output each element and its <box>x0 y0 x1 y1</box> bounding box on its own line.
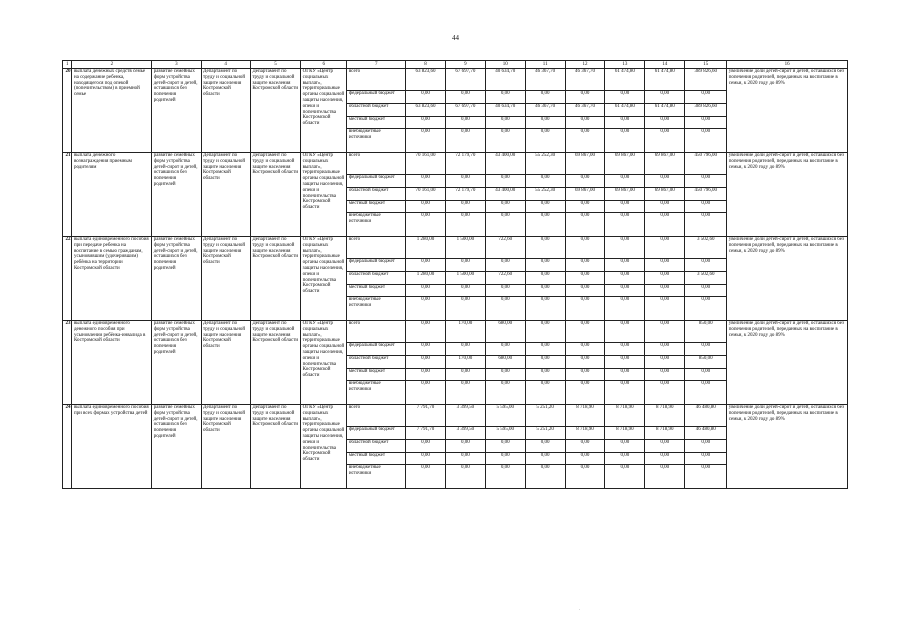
year-amount: 0,00 <box>565 356 605 369</box>
year-amount: 0,00 <box>605 259 645 272</box>
year-amount: 170,00 <box>445 356 485 369</box>
measure-goal: развитие семейных форм устройства детей-сирот и детей, оставшихся без попечения родителей <box>152 321 201 405</box>
budget-recipient: ОГКУ «Центр социальных выплат», территориальные органы социальной защиты населения, опеки и попечительства Костромской области <box>301 69 347 153</box>
year-amount: 3 399,50 <box>445 405 485 427</box>
year-amount: 0,00 <box>645 369 685 381</box>
year-amount: 67 697,70 <box>445 104 485 117</box>
year-amount: 0,00 <box>645 321 685 343</box>
responsible-executor: Департамент по труду и социальной защите населения Костромской области <box>201 405 250 489</box>
year-amount: 0,00 <box>485 259 525 272</box>
year-amount: 72 179,70 <box>445 153 485 175</box>
column-number-5: 5 <box>250 61 300 69</box>
year-amount: 0,00 <box>445 343 485 356</box>
funding-source: местный бюджет <box>347 453 406 465</box>
year-amount: 0,00 <box>525 297 565 321</box>
year-amount: 0,00 <box>445 465 485 489</box>
year-amount: 40 634,70 <box>485 69 525 91</box>
year-amount: 0,00 <box>406 213 446 237</box>
year-amount: 0,00 <box>485 213 525 237</box>
year-amount: 0,00 <box>406 201 446 213</box>
total-amount: 3 502,60 <box>685 237 727 259</box>
year-amount: 69 867,00 <box>605 153 645 175</box>
funding-source: внебюджетные источники <box>347 129 406 153</box>
column-number-13: 13 <box>605 61 645 69</box>
column-number-2: 2 <box>72 61 152 69</box>
column-number-8: 8 <box>406 61 446 69</box>
year-amount: 0,00 <box>645 213 685 237</box>
year-amount: 0,00 <box>485 129 525 153</box>
co-executor: Департамент по труду и социальной защите населения Костромской области <box>250 153 300 237</box>
year-amount: 72 179,70 <box>445 188 485 201</box>
funding-source: местный бюджет <box>347 201 406 213</box>
year-amount: 0,00 <box>406 117 446 129</box>
total-amount: 0,00 <box>685 369 727 381</box>
year-amount: 43 400,00 <box>485 153 525 175</box>
responsible-executor: Департамент по труду и социальной защите населения Костромской области <box>201 321 250 405</box>
year-amount: 69 867,00 <box>645 188 685 201</box>
year-amount: 0,00 <box>605 117 645 129</box>
year-amount: 8 718,90 <box>565 405 605 427</box>
expected-result: увеличение доли детей-сирот и детей, оставшихся без попечения родителей, переданных на воспитание в семьи, к 2020 году до 89% <box>727 405 848 489</box>
total-amount: 0,00 <box>685 175 727 188</box>
year-amount: 67 697,70 <box>445 69 485 91</box>
measure-goal: развитие семейных форм устройства детей-сирот и детей, оставшихся без попечения родителей <box>152 405 201 489</box>
year-amount: 0,00 <box>445 213 485 237</box>
year-amount: 0,00 <box>565 117 605 129</box>
page-number: 44 <box>452 34 459 42</box>
total-amount: 0,00 <box>685 91 727 104</box>
year-amount: 0,00 <box>485 91 525 104</box>
row-number: 24 <box>63 405 72 489</box>
year-amount: 0,00 <box>445 175 485 188</box>
funding-source: областной бюджет <box>347 440 406 453</box>
year-amount: 0,00 <box>645 381 685 405</box>
co-executor: Департамент по труду и социальной защите населения Костромской области <box>250 237 300 321</box>
year-amount: 0,00 <box>605 381 645 405</box>
year-amount: 0,00 <box>565 453 605 465</box>
year-amount: 0,00 <box>645 91 685 104</box>
year-amount: 0,00 <box>565 175 605 188</box>
year-amount: 0,00 <box>565 369 605 381</box>
co-executor: Департамент по труду и социальной защите населения Костромской области <box>250 69 300 153</box>
co-executor: Департамент по труду и социальной защите населения Костромской области <box>250 405 300 489</box>
year-amount: 0,00 <box>445 259 485 272</box>
co-executor: Департамент по труду и социальной защите населения Костромской области <box>250 321 300 405</box>
year-amount: 3 399,50 <box>445 427 485 440</box>
year-amount: 0,00 <box>645 259 685 272</box>
table-row <box>63 321 848 343</box>
year-amount: 0,00 <box>525 259 565 272</box>
year-amount: 0,00 <box>445 285 485 297</box>
year-amount: 0,00 <box>605 272 645 285</box>
responsible-executor: Департамент по труду и социальной защите населения Костромской области <box>201 237 250 321</box>
year-amount: 0,00 <box>445 129 485 153</box>
total-amount: 0,00 <box>685 213 727 237</box>
year-amount: 0,00 <box>565 201 605 213</box>
year-amount: 0,00 <box>525 343 565 356</box>
year-amount: 0,00 <box>445 453 485 465</box>
year-amount: 0,00 <box>485 175 525 188</box>
year-amount: 0,00 <box>485 369 525 381</box>
responsible-executor: Департамент по труду и социальной защите населения Костромской области <box>201 69 250 153</box>
year-amount: 0,00 <box>525 381 565 405</box>
measure-name: выплата единовременного денежного пособия при усыновлении ребёнка-инвалида в Костромской области <box>72 321 152 405</box>
year-amount: 46 367,70 <box>565 104 605 117</box>
year-amount: 0,00 <box>485 117 525 129</box>
year-amount: 0,00 <box>565 343 605 356</box>
year-amount: 0,00 <box>445 297 485 321</box>
year-amount: 0,00 <box>645 343 685 356</box>
year-amount: 1 500,00 <box>445 237 485 259</box>
measure-name: выплата единовременного пособия при всех формах устройства детей <box>72 405 152 489</box>
total-amount: 0,00 <box>685 453 727 465</box>
year-amount: 0,00 <box>406 91 446 104</box>
total-amount: 0,00 <box>685 297 727 321</box>
budget-recipient: ОГКУ «Центр социальных выплат», территориальные органы социальной защиты населения, опеки и попечительства Костромской области <box>301 405 347 489</box>
year-amount: 0,00 <box>645 453 685 465</box>
total-amount: 0,00 <box>685 465 727 489</box>
year-amount: 0,00 <box>406 465 446 489</box>
year-amount: 0,00 <box>605 440 645 453</box>
year-amount: 0,00 <box>565 381 605 405</box>
year-amount: 0,00 <box>645 356 685 369</box>
total-amount: 450 796,00 <box>685 188 727 201</box>
total-amount: 0,00 <box>685 285 727 297</box>
expected-result: увеличение доли детей-сирот и детей, оставшихся без попечения родителей, переданных на воспитание в семьи, к 2020 году до 89% <box>727 321 848 405</box>
total-amount: 3 502,60 <box>685 272 727 285</box>
total-amount: 0,00 <box>685 440 727 453</box>
funding-source: всего <box>347 405 406 427</box>
year-amount: 55 252,30 <box>525 188 565 201</box>
table-row <box>63 405 848 427</box>
year-amount: 0,00 <box>445 440 485 453</box>
year-amount: 1 280,00 <box>406 237 446 259</box>
year-amount: 0,00 <box>605 453 645 465</box>
year-amount: 0,00 <box>525 129 565 153</box>
table-row <box>63 153 848 175</box>
year-amount: 0,00 <box>485 285 525 297</box>
responsible-executor: Департамент по труду и социальной защите населения Костромской области <box>201 153 250 237</box>
year-amount: 0,00 <box>445 91 485 104</box>
year-amount: 0,00 <box>565 297 605 321</box>
year-amount: 0,00 <box>645 285 685 297</box>
year-amount: 5 595,00 <box>485 427 525 440</box>
year-amount: 0,00 <box>525 285 565 297</box>
year-amount: 0,00 <box>525 453 565 465</box>
funding-source: местный бюджет <box>347 117 406 129</box>
scan-mark: · <box>579 607 581 612</box>
funding-source: федеральный бюджет <box>347 259 406 272</box>
year-amount: 0,00 <box>445 117 485 129</box>
year-amount: 0,00 <box>525 237 565 259</box>
funding-source: всего <box>347 153 406 175</box>
year-amount: 0,00 <box>605 237 645 259</box>
year-amount: 0,00 <box>565 440 605 453</box>
total-amount: 0,00 <box>685 381 727 405</box>
year-amount: 69 867,00 <box>565 153 605 175</box>
year-amount: 8 718,90 <box>605 405 645 427</box>
year-amount: 0,00 <box>565 321 605 343</box>
total-amount: 389 826,60 <box>685 104 727 117</box>
year-amount: 0,00 <box>645 129 685 153</box>
year-amount: 69 867,00 <box>565 188 605 201</box>
year-amount: 0,00 <box>445 201 485 213</box>
column-number-4: 4 <box>201 61 250 69</box>
year-amount: 0,00 <box>605 91 645 104</box>
measure-goal: развитие семейных форм устройства детей-сирот и детей, оставшихся без попечения родителей <box>152 153 201 237</box>
year-amount: 61 474,80 <box>645 69 685 91</box>
column-number-row <box>63 61 848 69</box>
year-amount: 0,00 <box>645 465 685 489</box>
funding-source: местный бюджет <box>347 285 406 297</box>
year-amount: 0,00 <box>406 369 446 381</box>
year-amount: 8 718,90 <box>645 427 685 440</box>
budget-recipient: ОГКУ «Центр социальных выплат», территориальные органы социальной защиты населения, опеки и попечительства Костромской области <box>301 321 347 405</box>
funding-source: федеральный бюджет <box>347 427 406 440</box>
year-amount: 0,00 <box>445 381 485 405</box>
funding-source: федеральный бюджет <box>347 343 406 356</box>
year-amount: 0,00 <box>406 297 446 321</box>
year-amount: 0,00 <box>406 440 446 453</box>
year-amount: 0,00 <box>406 356 446 369</box>
row-number: 23 <box>63 321 72 405</box>
year-amount: 55 252,30 <box>525 153 565 175</box>
year-amount: 0,00 <box>645 201 685 213</box>
year-amount: 0,00 <box>645 440 685 453</box>
row-number: 22 <box>63 237 72 321</box>
funding-source: внебюджетные источники <box>347 213 406 237</box>
row-number: 20 <box>63 69 72 153</box>
funding-source: всего <box>347 237 406 259</box>
year-amount: 69 867,00 <box>645 153 685 175</box>
year-amount: 0,00 <box>565 213 605 237</box>
year-amount: 61 474,80 <box>645 104 685 117</box>
total-amount: 0,00 <box>685 259 727 272</box>
year-amount: 0,00 <box>525 440 565 453</box>
year-amount: 0,00 <box>605 129 645 153</box>
table-row <box>63 237 848 259</box>
funding-source: областной бюджет <box>347 356 406 369</box>
year-amount: 63 823,60 <box>406 69 446 91</box>
year-amount: 0,00 <box>565 237 605 259</box>
year-amount: 0,00 <box>525 91 565 104</box>
total-amount: 850,00 <box>685 356 727 369</box>
year-amount: 43 400,00 <box>485 188 525 201</box>
year-amount: 8 718,90 <box>645 405 685 427</box>
funding-source: всего <box>347 69 406 91</box>
year-amount: 0,00 <box>525 369 565 381</box>
year-amount: 0,00 <box>485 440 525 453</box>
year-amount: 61 474,80 <box>605 104 645 117</box>
year-amount: 61 474,80 <box>605 69 645 91</box>
year-amount: 0,00 <box>565 272 605 285</box>
year-amount: 8 718,90 <box>605 427 645 440</box>
year-amount: 0,00 <box>406 343 446 356</box>
year-amount: 0,00 <box>605 213 645 237</box>
year-amount: 0,00 <box>406 285 446 297</box>
year-amount: 0,00 <box>525 117 565 129</box>
column-number-6: 6 <box>301 61 347 69</box>
total-amount: 0,00 <box>685 129 727 153</box>
budget-recipient: ОГКУ «Центр социальных выплат», территориальные органы социальной защиты населения, опеки и попечительства Костромской области <box>301 237 347 321</box>
column-number-16: 16 <box>727 61 848 69</box>
total-amount: 389 826,60 <box>685 69 727 91</box>
year-amount: 0,00 <box>485 453 525 465</box>
column-number-11: 11 <box>525 61 565 69</box>
measure-name: выплата денежного вознаграждения приемным родителям <box>72 153 152 237</box>
total-amount: 450 796,00 <box>685 153 727 175</box>
year-amount: 69 867,00 <box>605 188 645 201</box>
year-amount: 0,00 <box>406 381 446 405</box>
funding-source: внебюджетные источники <box>347 297 406 321</box>
year-amount: 0,00 <box>605 201 645 213</box>
funding-source: федеральный бюджет <box>347 91 406 104</box>
year-amount: 40 634,70 <box>485 104 525 117</box>
year-amount: 0,00 <box>406 259 446 272</box>
year-amount: 0,00 <box>605 175 645 188</box>
year-amount: 0,00 <box>565 285 605 297</box>
year-amount: 46 367,70 <box>525 69 565 91</box>
year-amount: 5 251,20 <box>525 427 565 440</box>
year-amount: 0,00 <box>645 272 685 285</box>
year-amount: 0,00 <box>605 343 645 356</box>
year-amount: 0,00 <box>645 117 685 129</box>
year-amount: 0,00 <box>525 465 565 489</box>
year-amount: 7 791,70 <box>406 405 446 427</box>
column-number-7: 7 <box>347 61 406 69</box>
funding-source: внебюджетные источники <box>347 381 406 405</box>
year-amount: 0,00 <box>406 129 446 153</box>
year-amount: 0,00 <box>525 272 565 285</box>
year-amount: 0,00 <box>605 321 645 343</box>
year-amount: 0,00 <box>605 369 645 381</box>
year-amount: 170,00 <box>445 321 485 343</box>
year-amount: 0,00 <box>445 369 485 381</box>
year-amount: 0,00 <box>605 465 645 489</box>
year-amount: 0,00 <box>485 343 525 356</box>
measure-goal: развитие семейных форм устройства детей-сирот и детей, оставшихся без попечения родителей <box>152 237 201 321</box>
expected-result: увеличение доли детей-сирот и детей, оставшихся без попечения родителей, переданных на воспитание в семьи, к 2020 году до 89% <box>727 69 848 153</box>
year-amount: 0,00 <box>565 129 605 153</box>
year-amount: 0,00 <box>645 175 685 188</box>
funding-source: внебюджетные источники <box>347 465 406 489</box>
column-number-14: 14 <box>645 61 685 69</box>
measure-name: выплата единовременного пособия при передаче ребенка на воспитание в семью гражданам, усыновившим (удочерившим) ребёнка на территории Костромской области <box>72 237 152 321</box>
budget-recipient: ОГКУ «Центр социальных выплат», территориальные органы социальной защиты населения, опеки и попечительства Костромской области <box>301 153 347 237</box>
year-amount: 722,60 <box>485 272 525 285</box>
year-amount: 0,00 <box>485 201 525 213</box>
year-amount: 7 791,70 <box>406 427 446 440</box>
year-amount: 0,00 <box>525 356 565 369</box>
table-row <box>63 69 848 91</box>
year-amount: 0,00 <box>565 465 605 489</box>
measure-name: выплата денежных средств семье на содержание ребенка, находящегося под опекой (попечительством) в приемной семье <box>72 69 152 153</box>
year-amount: 0,00 <box>605 285 645 297</box>
funding-source: всего <box>347 321 406 343</box>
total-amount: 46 480,80 <box>685 405 727 427</box>
year-amount: 0,00 <box>485 381 525 405</box>
year-amount: 0,00 <box>406 321 446 343</box>
measure-goal: развитие семейных форм устройства детей-сирот и детей, оставшихся без попечения родителей <box>152 69 201 153</box>
year-amount: 0,00 <box>525 175 565 188</box>
total-amount: 0,00 <box>685 117 727 129</box>
year-amount: 0,00 <box>645 237 685 259</box>
year-amount: 46 367,70 <box>565 69 605 91</box>
year-amount: 0,00 <box>605 297 645 321</box>
column-number-10: 10 <box>485 61 525 69</box>
column-number-15: 15 <box>685 61 727 69</box>
year-amount: 0,00 <box>485 297 525 321</box>
year-amount: 0,00 <box>605 356 645 369</box>
year-amount: 0,00 <box>485 465 525 489</box>
total-amount: 0,00 <box>685 343 727 356</box>
year-amount: 70 161,00 <box>406 153 446 175</box>
budget-table <box>62 60 848 489</box>
year-amount: 1 280,00 <box>406 272 446 285</box>
column-number-9: 9 <box>445 61 485 69</box>
year-amount: 680,00 <box>485 321 525 343</box>
funding-source: областной бюджет <box>347 104 406 117</box>
year-amount: 5 595,00 <box>485 405 525 427</box>
year-amount: 0,00 <box>406 453 446 465</box>
funding-source: местный бюджет <box>347 369 406 381</box>
column-number-12: 12 <box>565 61 605 69</box>
column-number-3: 3 <box>152 61 201 69</box>
year-amount: 46 367,70 <box>525 104 565 117</box>
funding-source: федеральный бюджет <box>347 175 406 188</box>
year-amount: 1 500,00 <box>445 272 485 285</box>
column-number-1: 1 <box>63 61 72 69</box>
year-amount: 0,00 <box>525 321 565 343</box>
year-amount: 0,00 <box>525 201 565 213</box>
year-amount: 63 823,60 <box>406 104 446 117</box>
year-amount: 680,00 <box>485 356 525 369</box>
expected-result: увеличение доли детей-сирот и детей, оставшихся без попечения родителей, переданных на воспитание в семьи, к 2020 году до 89% <box>727 153 848 237</box>
year-amount: 5 251,20 <box>525 405 565 427</box>
year-amount: 70 161,00 <box>406 188 446 201</box>
year-amount: 0,00 <box>565 91 605 104</box>
total-amount: 46 480,80 <box>685 427 727 440</box>
expected-result: увеличение доли детей-сирот и детей, оставшихся без попечения родителей, переданных на воспитание в семьи, к 2020 году до 89% <box>727 237 848 321</box>
year-amount: 0,00 <box>565 259 605 272</box>
year-amount: 0,00 <box>525 213 565 237</box>
year-amount: 0,00 <box>645 297 685 321</box>
year-amount: 722,60 <box>485 237 525 259</box>
funding-source: областной бюджет <box>347 272 406 285</box>
total-amount: 850,00 <box>685 321 727 343</box>
year-amount: 0,00 <box>406 175 446 188</box>
funding-source: областной бюджет <box>347 188 406 201</box>
budget-table-sheet <box>62 60 848 498</box>
row-number: 21 <box>63 153 72 237</box>
year-amount: 8 718,90 <box>565 427 605 440</box>
total-amount: 0,00 <box>685 201 727 213</box>
